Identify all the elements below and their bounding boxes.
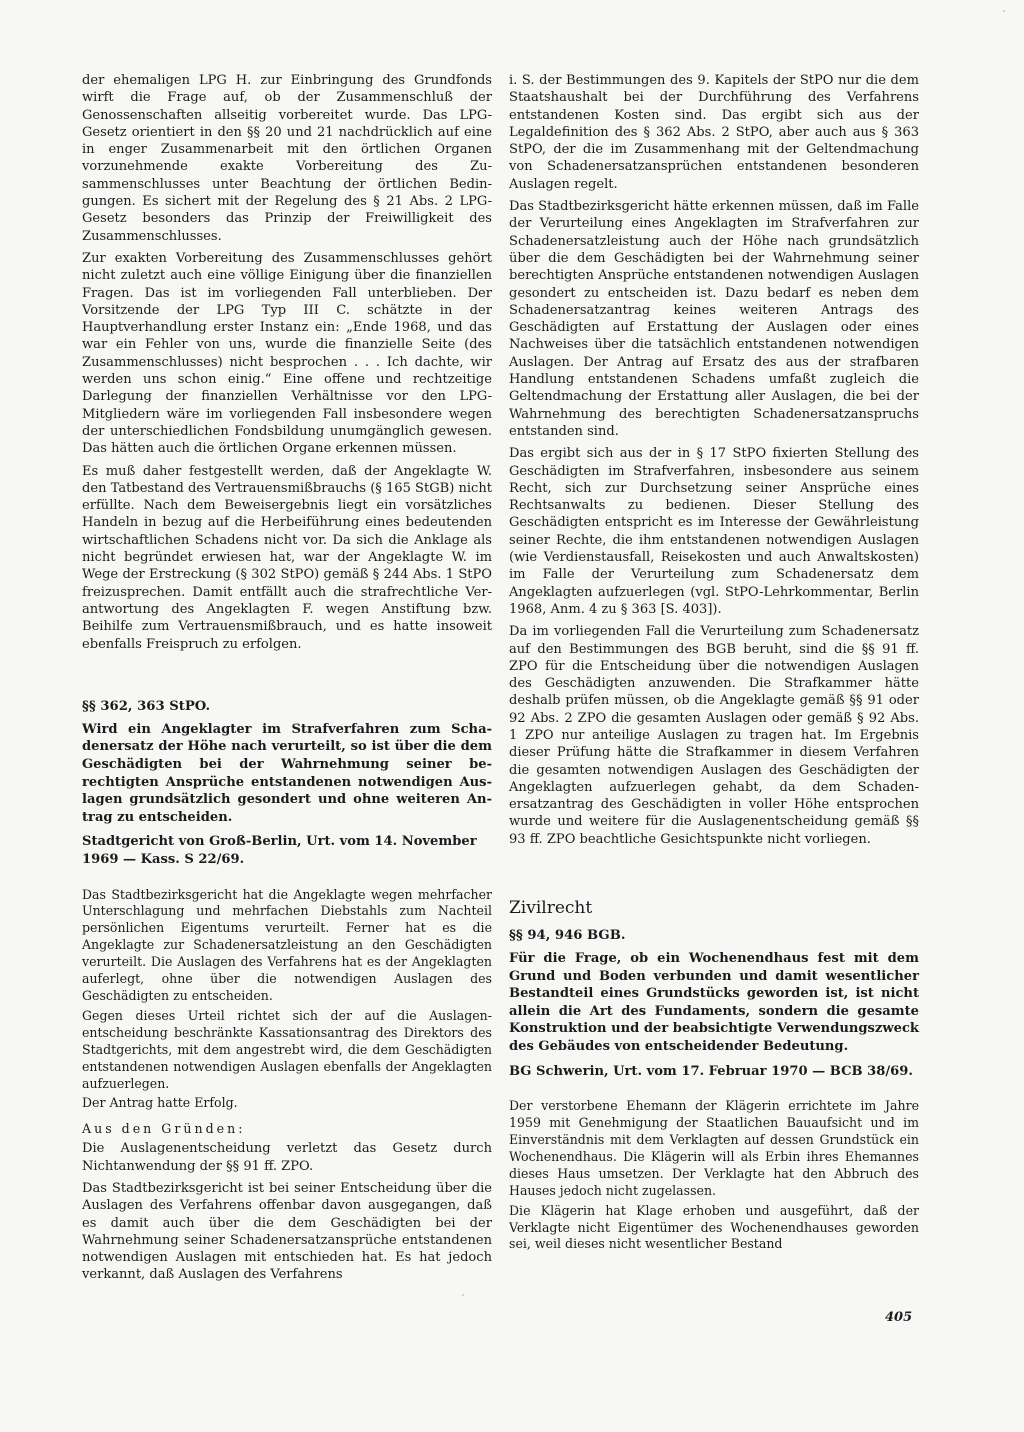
court-citation: Stadtgericht von Groß-Berlin, Urt. vom 14. November 1969 — Kass. S 22/69. [82,834,477,867]
reasons-heading: Aus den Gründen: [82,1121,246,1137]
case-facts-paragraph: Das Stadtbezirksgericht hat die Angeklagte wegen mehrfacher Unterschlagung und mehrfachen Diebstahls zum Nachteil persönlichen Eigentums verurteilt. Ferner hat es die Angeklagte zur Schadenersatzleistung an den Geschädigten verurteilt. Die Auslagen des Verfahrens hat es der Angeklagten auferlegt, ohne über die notwendigen Auslagen des Geschädigten zu entscheiden. [82,886,492,1003]
scan-speck [462,1294,464,1296]
case-headnote: Wird ein Angeklagter im Strafverfahren zum Schadenersatz der Höhe nach verurteilt, so ist über die dem Geschädigten bei der Wahrnehmung seiner berechtigten Ansprüche entstandenen notwendigen Auslagen grundsätzlich gesondert und ohne weiteren Antrag zu entscheiden. [82,721,492,825]
scan-speck [1003,10,1005,12]
reasons-paragraph: Das Stadtbezirksgericht ist bei seiner Entscheidung über die Auslagen des Verfahrens offenbar davon ausgegangen, daß es damit auch über die dem Geschädigten bei der Wahrnehmung seiner Schadenersatzansprüche entstandenen notwendigen Auslagen mit entschieden hat. Es hat jedoch verkannt, daß Auslagen des Verfahrens [82,1180,492,1283]
statute-reference: §§ 362, 363 StPO. [82,698,211,714]
left-column [82,72,492,1289]
page-number: 405 [885,1310,913,1325]
body-paragraph: Das ergibt sich aus der in § 17 StPO fixierten Stellung des Geschädigten im Strafverfahren, insbesondere aus seinem Recht, sich zur Durchsetzung seiner Ansprüche eines Rechtsanwalts zu bedienen. Dieser Stellung des Geschädigten entspricht es im Interesse der Gewährleistung seiner Rechte, die ihm entstandenen notwendigen Auslagen (wie Verdienstausfall, Reisekosten und auch Anwaltskosten) im Falle der Verurteilung zum Schadenersatz dem Angeklagten aufzuerlegen (vgl. StPO-Lehrkommentar, Berlin 1968, Anm. 4 zu § 363 [S. 403]). [509,446,919,617]
case-facts-paragraph: Gegen dieses Urteil richtet sich der auf die Auslagenentscheidung beschränkte Kassationsantrag des Direktors des Stadtgerichts, mit dem angestrebt wird, die dem Geschädigten entstandenen notwendigen Auslagen ebenfalls der Angeklagten aufzuerlegen. [82,1007,492,1091]
case-facts-paragraph: Die Klägerin hat Klage erhoben und ausgeführt, daß der Verklagte nicht Eigentümer des Wochenendhauses geworden sei, weil dieses nicht wesentlicher Bestand [509,1202,919,1252]
case-facts-paragraph: Der verstorbene Ehemann der Klägerin errichtete im Jahre 1959 mit Genehmigung der Staatlichen Bauaufsicht und im Einverständnis mit dem Verklagten auf dessen Grundstück ein Wochenendhaus. Die Klägerin will als Erbin ihres Ehemannes dieses Haus umsetzen. Der Verklagte hat den Abbruch des Hauses jedoch nicht zugelassen. [509,1098,919,1198]
right-column [509,72,919,1256]
case-headnote: Für die Frage, ob ein Wochenendhaus fest mit dem Grund und Boden verbunden und damit wesentlicher Bestandteil eines Grundstücks geworden ist, ist nicht allein die Art des Fundaments, sondern die gesamte Konstruktion und der beabsichtigte Verwendungszweck des Gebäudes von entscheidender Bedeutung. [509,951,919,1055]
body-paragraph: Das Stadtbezirksgericht hätte erkennen müssen, daß im Falle der Verurteilung eines Angeklagten im Strafverfahren zur Schadenersatzleistung auch der Höhe nach grundsätzlich über die dem Geschädigten bei der Wahrnehmung seiner berechtigten Ansprüche entstandenen notwendigen Auslagen gesondert zu entscheiden ist. Dazu bedarf es neben dem Schadenersatzantrag keines weiteren Antrags des Geschädigten auf Erstattung der Auslagen oder eines Nachweises über die tatsächlich entstandenen notwendigen Auslagen. Der Antrag auf Ersatz des aus der strafbaren Handlung entstandenen Schadens umfaßt zugleich die Geltendmachung der Erstattung aller Auslagen, die bei der Wahrnehmung des berechtigten Schadenersatzanspruchs entstanden sind. [509,199,919,439]
court-citation: BG Schwerin, Urt. vom 17. Februar 1970 — BCB 38/69. [509,1063,913,1079]
reasons-paragraph: Die Auslagenentscheidung verletzt das Gesetz durch Nichtanwendung der §§ 91 ff. ZPO. [82,1141,492,1174]
body-paragraph: der ehemaligen LPG H. zur Einbringung des Grundfonds wirft die Frage auf, ob der Zusammenschluß der Genossenschaften allseitig vorbereitet wurde. Das LPG-Gesetz orientiert in den §§ 20 und 21 nachdrücklich auf eine in enger Zusammenarbeit mit den örtlichen Organen vorzunehmende exakte Vorbereitung des Zusammenschlusses unter Beachtung der örtlichen Bedingungen. Es sichert mit der Regelung des § 21 Abs. 2 LPG-Gesetz besonders das Prinzip der Freiwilligkeit des Zusammenschlusses. [82,73,492,244]
body-paragraph: Zur exakten Vorbereitung des Zusammenschlusses gehört nicht zuletzt auch eine völlige Einigung über die finanziellen Fragen. Das ist im vorliegenden Fall unterblieben. Der Vorsitzende der LPG Typ III C. schätzte in der Hauptverhandlung erster Instanz ein: „Ende 1968, und das war ein Fehler von uns, wurde die finanzielle Seite (des Zusammenschlusses) nicht besprochen . . . Ich dachte, wir werden uns schon einig.“ Eine offene und rechtzeitige Darlegung der finanziellen Verhältnisse vor den LPG-Mitgliedern wäre im vorliegenden Fall insbesondere wegen der unterschiedlichen Fondsbildung unumgänglich gewesen. Das hätten auch die örtlichen Organe erkennen müssen. [82,250,492,457]
body-paragraph: Es muß daher festgestellt werden, daß der Angeklagte W. den Tatbestand des Vertrauensmißbrauchs (§ 165 StGB) nicht erfüllte. Nach dem Beweisergebnis liegt ein vorsätzliches Handeln in bezug auf die Herbeiführung eines bedeutenden wirtschaftlichen Schadens nicht vor. Da sich die Anklage als nicht begründet erwiesen hat, war der Angeklagte W. im Wege der Erstreckung (§ 302 StPO) gemäß § 244 Abs. 1 StPO freizusprechen. Damit entfällt auch die strafrechtliche Verantwortung des Angeklagten F. wegen Anstiftung bzw. Beihilfe zum Vertrauensmißbrauch, und es hatte insoweit ebenfalls Freispruch zu erfolgen. [82,463,492,652]
body-paragraph: i. S. der Bestimmungen des 9. Kapitels der StPO nur die dem Staatshaushalt bei der Durchführung des Verfahrens entstandenen Kosten sind. Das ergibt sich aus der Legaldefinition des § 362 Abs. 2 StPO, aber auch aus § 363 StPO, der die im Zusammenhang mit der Geltendmachung von Schadenersatzansprüchen entstandenen besonderen Auslagen regelt. [509,73,919,192]
section-title: Zivilrecht [509,898,593,919]
civil-law-section [509,897,919,1253]
case-entry [82,698,492,1284]
case-facts-paragraph: Der Antrag hatte Erfolg. [82,1095,238,1111]
body-paragraph: Da im vorliegenden Fall die Verurteilung zum Schadenersatz auf den Bestimmungen des BGB beruht, sind die §§ 91 ff. ZPO für die Entscheidung über die notwendigen Auslagen des Geschädigten anzuwenden. Die Strafkammer hätte deshalb prüfen müssen, ob die Angeklagte gemäß §§ 91 oder 92 Abs. 2 ZPO die gesamten Auslagen oder gemäß § 92 Abs. 1 ZPO nur anteilige Auslagen zu tragen hat. Im Ergebnis dieser Prüfung hätte die Strafkammer in diesem Verfahren die gesamten notwendigen Auslagen des Geschädigten der Angeklagten aufzuerlegen gehabt, da dem Schadenersatzantrag des Geschädigten in voller Höhe entsprochen wurde und weitere für die Auslagenentscheidung gemäß §§ 93 ff. ZPO beachtliche Gesichtspunkte nicht vorliegen. [509,624,919,847]
statute-reference: §§ 94, 946 BGB. [509,928,626,944]
